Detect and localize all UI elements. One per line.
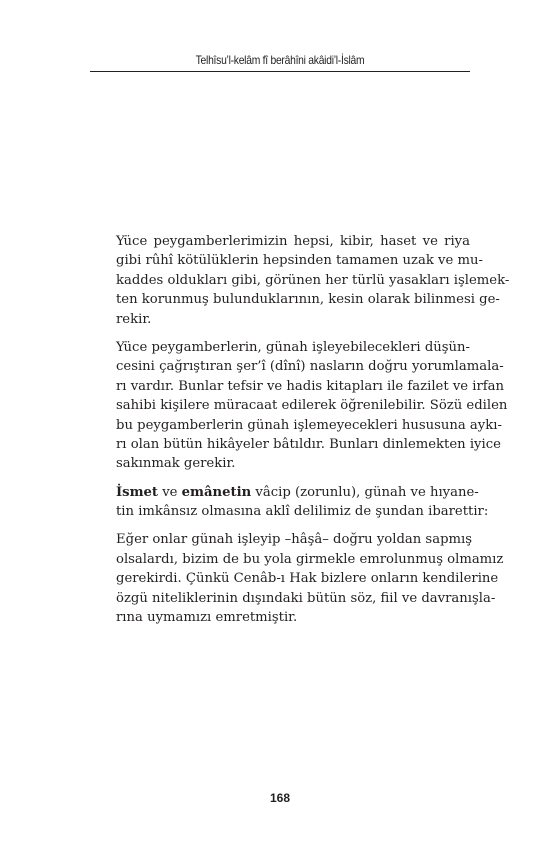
- text-line: özgü niteliklerinin dışındaki bütün söz, fiil ve davranışla-: [116, 590, 496, 606]
- text-fragment: vâcip (zorunlu), günah ve hıyane-: [251, 484, 479, 500]
- text-line: ten korunmuş bulunduklarının, kesin olarak bilinmesi ge-: [116, 292, 500, 308]
- text-line: gibi rûhî kötülüklerin hepsinden tamamen uzak ve mu-: [116, 253, 483, 269]
- text-line: Yüce peygamberlerimizin hepsi, kibir, haset ve riya: [116, 234, 470, 249]
- text-line: [90, 483, 479, 502]
- paragraph-4: [90, 530, 504, 627]
- bold-term-ismet: İsmet: [116, 484, 159, 500]
- text-line: bu peygamberlerin günah işlemeyecekleri hususuna aykı-: [116, 417, 502, 433]
- text-line: rına uymamızı emretmiştir.: [116, 610, 298, 626]
- paragraph-1: [90, 232, 510, 329]
- text-line: Eğer onlar günah işleyip –hâşâ– doğru yoldan sapmış: [116, 532, 472, 548]
- text-line: rekir.: [116, 311, 152, 327]
- body-text: [90, 232, 510, 636]
- paragraph-2: [90, 338, 508, 474]
- text-line: kaddes oldukları gibi, görünen her türlü yasakları işlemek-: [116, 272, 510, 288]
- text-line: sakınmak gerekir.: [116, 456, 236, 472]
- text-line: tin imkânsız olmasına aklî delilimiz de şundan ibarettir:: [116, 504, 489, 520]
- running-header: Telhîsu’l-kelâm fî berâhîni akâidi’l-İslâm: [195, 53, 365, 67]
- header-rule: [90, 71, 470, 72]
- text-line: rı olan bütün hikâyeler bâtıldır. Bunları dinlemekten iyice: [116, 436, 501, 452]
- page-number: 168: [269, 791, 291, 805]
- text-fragment: ve: [158, 484, 182, 500]
- text-line: Yüce peygamberlerin, günah işleyebilecekleri düşün-: [116, 339, 470, 355]
- bold-term-emanetin: emânetin: [181, 484, 252, 500]
- text-line: rı vardır. Bunlar tefsir ve hadis kitapları ile fazilet ve irfan: [116, 378, 505, 394]
- text-line: sahibi kişilere müracaat edilerek öğrenilebilir. Sözü edilen: [116, 398, 508, 414]
- text-line: olsalardı, bizim de bu yola girmekle emrolunmuş olmamız: [116, 551, 504, 567]
- text-line: gerekirdi. Çünkü Cenâb-ı Hak bizlere onların kendilerine: [116, 571, 499, 587]
- text-line: cesini çağrıştıran şer’î (dînî) nasların doğru yorumlamala-: [116, 359, 504, 375]
- paragraph-3: [90, 483, 489, 522]
